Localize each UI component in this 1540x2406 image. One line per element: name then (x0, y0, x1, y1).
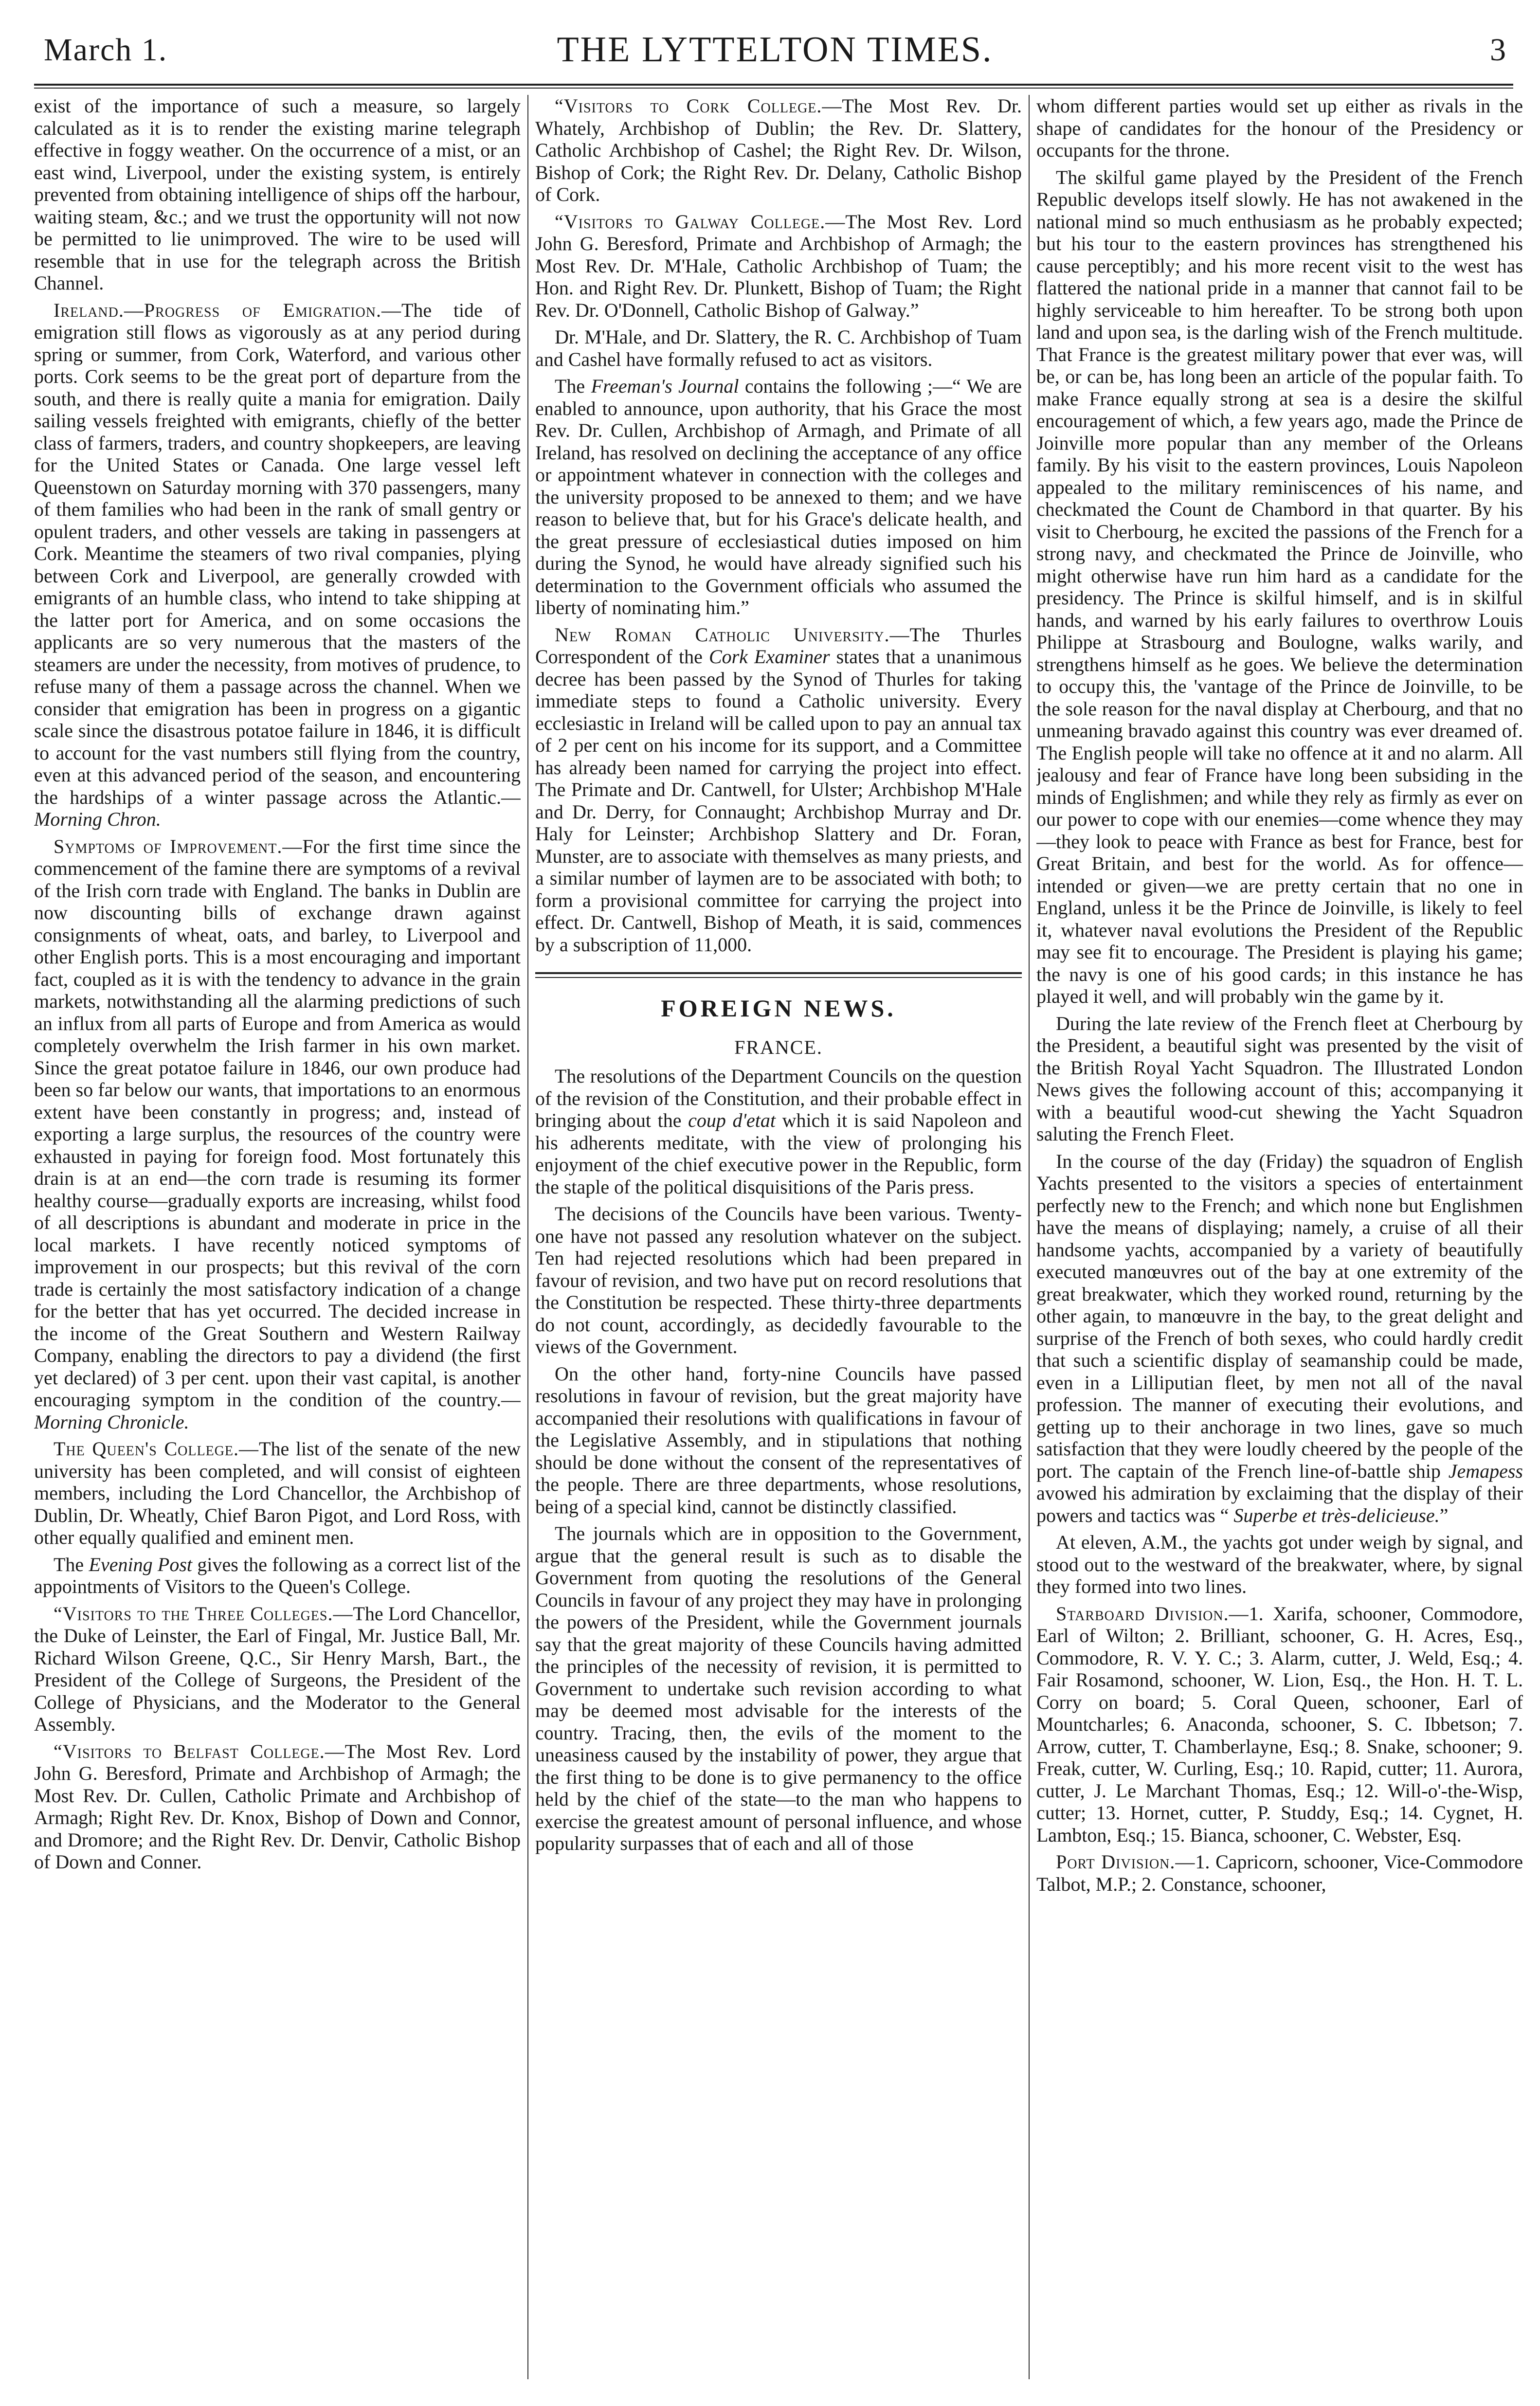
article-paragraph (535, 95, 1022, 206)
article-heading: “Visitors to Cork College.— (555, 95, 842, 117)
quotation-text: Superbe et très-delicieuse. (1233, 1504, 1440, 1526)
column-divider (527, 95, 528, 2379)
article-heading: The Queen's College.— (54, 1438, 259, 1460)
article-heading: “Visitors to Belfast College.— (54, 1740, 345, 1762)
article-text: 1. Capricorn, schooner, Vice-Commodore Talbot, M.P.; 2. Constance, schooner, (1036, 1851, 1523, 1895)
article-paragraph (34, 1554, 521, 1598)
article-text: The Lord Chancellor, the Duke of Leinster, the Earl of Fingal, Mr. Justice Ball, Mr. Richard Wilson Greene, Q.C., Sir Henry Marsh, Bart., the President of the College of Surgeons, the President of the College of Physicians, and the Moderator to the General Assembly. (34, 1602, 521, 1735)
article-text: The list of the senate of the new university has been completed, and will consist of eighteen members, including the Lord Chancellor, the Archbishop of Dublin, Dr. Wheatly, Chief Baron Pigot, and Lord Ross, with other equally qualified and eminent men. (34, 1438, 521, 1548)
article-paragraph (1036, 1603, 1523, 1846)
article-text: The Thurles Correspondent of the (535, 623, 1022, 668)
article-heading: Starboard Division.— (1056, 1602, 1249, 1625)
column-2 (535, 95, 1022, 2379)
ship-name: Jemapess (1448, 1460, 1523, 1482)
newspaper-title: THE LYTTELTON TIMES. (557, 30, 993, 70)
article-heading: Symptoms of Improvement.— (54, 835, 303, 857)
article-text: avowed his admiration by exclaiming that the display of their powers and tactics was “ (1036, 1482, 1523, 1526)
article-paragraph (34, 299, 521, 831)
page-header (44, 29, 1506, 83)
article-paragraph: exist of the importance of such a measure, so largely calculated as it is to render the existing marine telegraph effective in foggy weather. On the occurrence of a mist, or an east wind, Liverpool, under the existing system, is entirely prevented from obtaining intelligence of ships off the harbour, waiting steam, &c.; and we trust the opportunity will not now be permitted to lie unimproved. The wire to be used will resemble that in use for the telegraph across the British Channel. (34, 95, 521, 294)
article-paragraph (535, 211, 1022, 322)
article-paragraph: During the late review of the French fleet at Cherbourg by the President, a beautiful sight was presented by the visit of the British Royal Yacht Squadron. The Illustrated London News gives the following account of this; accompanying it with a beautiful wood-cut shewing the Yacht Squadron saluting the French Fleet. (1036, 1012, 1523, 1145)
article-paragraph: The decisions of the Councils have been various. Twenty-one have not passed any resolution whatever on the subject. Ten had rejected resolutions which had been prepared in favour of revision, and two have put on record resolutions that the Constitution be respected. These thirty-three departments do not count, accordingly, as decidedly favourable to the views of the Government. (535, 1203, 1022, 1357)
article-text: gives the following as a correct list of the appointments of Visitors to the Queen's College. (34, 1553, 521, 1597)
source-credit: Morning Chron. (34, 808, 161, 830)
article-paragraph (535, 1065, 1022, 1198)
article-paragraph: The journals which are in opposition to the Government, argue that the general result is such as to disable the Government from quoting the resolutions of the General Councils in favour of any project they may have in prolonging the powers of the President, while the Government journals say that the great majority of these Councils having admitted the principles of the necessity of revision, it is permitted to Government to undertake such revision according to what may be deemed most advisable for the interests of the country. Tracing, then, the evils of the moment to the uneasiness caused by the instability of power, they argue that the first thing to be done is to give permanency to the office held by the chief of the state—to the man who happens to exercise the greatest amount of personal influence, and whose popularity surpasses that of each and all of those (535, 1522, 1022, 1854)
section-rule (535, 972, 1022, 974)
article-heading: Ireland.—Progress of Emigration.— (54, 299, 401, 321)
column-divider (1029, 95, 1030, 2379)
article-paragraph: Dr. M'Hale, and Dr. Slattery, the R. C. Archbishop of Tuam and Cashel have formally refused to act as visitors. (535, 326, 1022, 370)
article-text: 1. Xarifa, schooner, Commodore, Earl of Wilton; 2. Brilliant, schooner, G. H. Acres, Esq., Commodore, R. V. Y. C.; 3. Alarm, cutter, J. Weld, Esq.; 4. Fair Rosamond, schooner, W. Lion, Esq., the Hon. H. T. L. Corry on board; 5. Coral Queen, schooner, Earl of Mountcharles; 6. Anaconda, schooner, S. C. Ibbetson; 7. Arrow, cutter, T. Chamberlayne, Esq.; 8. Snake, schooner; 9. Freak, cutter, W. Curling, Esq.; 10. Rapid, cutter; 11. Aurora, cutter, J. Le Marchant Thomas, Esq.; 12. Will-o'-the-Wisp, cutter; 13. Hornet, cutter, P. Studdy, Esq.; 14. Cygnet, H. Lambton, Esq.; 15. Bianca, schooner, C. Webster, Esq. (1036, 1602, 1523, 1846)
page-number: 3 (1490, 32, 1506, 68)
article-paragraph: whom different parties would set up either as rivals in the shape of candidates for the honour of the Presidency or occupants for the throne. (1036, 95, 1523, 161)
article-paragraph (535, 624, 1022, 956)
article-paragraph (1036, 1150, 1523, 1527)
article-text: In the course of the day (Friday) the squadron of English Yachts presented to the visitors a species of entertainment perfectly new to the French; and which none but Englishmen have the means of displaying; namely, a cruise of all their handsome yachts, accompanied by a variety of beautifully executed manœuvres out of the bay at one extremity of the great breakwater, which they worked round, returning by the other again, to manœuvre in the bay, to the great delight and surprise of the French of both sexes, who could hardly credit that such a scientific display of seamanship could be made, even in a Lilliputian fleet, by men not all of the naval profession. The manner of executing their evolutions, and getting up to their anchorage in two lines, gave so much satisfaction that they were loudly cheered by the people of the port. The captain of the French line-of-battle ship (1036, 1150, 1523, 1482)
article-paragraph (34, 835, 521, 1433)
article-text: states that a unanimous decree has been passed by the Synod of Thurles for taking immediate steps to found a Catholic university. Every ecclesiastic in Ireland will be called upon to pay an annual tax of 2 per cent on his income for its support, and a Committee has already been named for carrying the project into effect. The Primate and Dr. Cantwell, for Ulster; Archbishop M'Hale and Dr. Derry, for Connaught; Archbishop Murray and Dr. Haly for Leinster; Archbishop Slattery and Dr. Foran, Munster, are to associate with themselves as many priests, and a similar number of laymen are to be associated with both; to form a provisional committee for carrying the project into effect. Dr. Cantwell, Bishop of Meath, it is said, commences by a subscription of 11,000. (535, 646, 1022, 956)
article-paragraph: The skilful game played by the President of the French Republic develops itself slowly. He has not awakened in the national mind so much enthusiasm as he probably expected; but his tour to the eastern provinces has strengthened his cause perceptibly; and his more recent visit to the west has flattered the national pride in a manner that cannot fail to be highly serviceable to him hereafter. To be strong both upon land and upon sea, is the darling wish of the French multitude. That France is the greatest military power that ever was, will be, or can be, has long been an article of the popular faith. To make France equally strong at sea is a desire the skilful encouragement of which, a few years ago, made the Prince de Joinville more popular than any member of the Orleans family. By his visit to the eastern provinces, Louis Napoleon appealed to the military reminiscences of his name, and checkmated the Count de Chambord in that quarter. By his visit to Cherbourg, he excited the passions of the French for a strong navy, and checkmated the Prince de Joinville, who might otherwise have run him hard as a candidate for the presidency. The Prince is skilful himself, and is in skilful hands, and warned by his early failures to overthrow Louis Philippe at Strasbourg and Boulogne, walks warily, and strengthens himself as he goes. We believe the determination to occupy this, the 'vantage of the Prince de Joinville, to be the sole reason for the naval display at Cherbourg, and that no unmeaning bravado against this country was ever dreamed of. The English people will take no offence at it and no alarm. All jealousy and fear of France have long been subsiding in the minds of Englishmen; and while they rely as firmly as ever on our power to cope with our enemies—come whence they may—they look to peace with France as best for France, best for Great Britain, and best for the world. As for offence—intended or given—we are pretty certain that no one in England, unless it be the Prince de Joinville, is likely to feel it, whatever naval evolutions the President of the Republic may see fit to encourage. The President is playing his game; the navy is one of his good cards; in this instance he has played it well, and will probably win the game by it. (1036, 166, 1523, 1007)
issue-date: March 1. (44, 32, 168, 68)
article-heading: New Roman Catholic University.— (555, 623, 910, 646)
header-rule (34, 84, 1513, 86)
publication-name: Cork Examiner (708, 646, 830, 668)
section-rule-thin (535, 977, 1022, 978)
source-credit: Morning Chronicle. (34, 1411, 189, 1433)
article-text: The (555, 375, 591, 397)
article-text: The Most Rev. Lord John G. Beresford, Primate and Archbishop of Armagh; the Most Rev. Dr. M'Hale, Catholic Archbishop of Tuam; the Hon. and Right Rev. Dr. Plunkett, Bishop of Tuam; the Right Rev. Dr. O'Donnell, Catholic Bishop of Galway.” (535, 210, 1022, 321)
article-paragraph: At eleven, A.M., the yachts got under weigh by signal, and stood out to the westward of the breakwater, where, by signal they formed into two lines. (1036, 1531, 1523, 1597)
article-paragraph (34, 1603, 521, 1736)
publication-name: Freeman's Journal (591, 375, 739, 397)
article-text: contains the following ;—“ We are enabled to announce, upon authority, that his Grace the most Rev. Dr. Cullen, Archbishop of Armagh, and Primate of all Ireland, has resolved on declining the acceptance of any office or appointment whatever in connection with the colleges and the university proposed to be annexed to them; and we have reason to believe that, but for his Grace's delicate health, and the great pressure of ecclesiastical duties imposed on him during the Synod, he would have already signified such his determination to the Government officials who assumed the liberty of nominating him.” (535, 375, 1022, 618)
article-text: The Most Rev. Dr. Whately, Archbishop of Dublin; the Rev. Dr. Slattery, Catholic Archbishop of Cashel; the Right Rev. Dr. Wilson, Bishop of Cork; the Right Rev. Dr. Delany, Catholic Bishop of Cork. (535, 95, 1022, 205)
section-heading: FOREIGN NEWS. (661, 995, 896, 1022)
article-paragraph (535, 375, 1022, 619)
article-text: The Most Rev. Lord John G. Beresford, Primate and Archbishop of Armagh; the Most Rev. Dr. Cullen, Catholic Primate and Archbishop of Armagh; Right Rev. Dr. Knox, Bishop of Down and Connor, and Dromore; and the Right Rev. Dr. Denvir, Catholic Bishop of Down and Conner. (34, 1740, 521, 1873)
sub-heading: FRANCE. (734, 1036, 823, 1058)
column-1 (34, 95, 521, 2379)
column-3 (1036, 95, 1523, 2379)
emphasis-text: coup d'etat (688, 1109, 776, 1131)
article-paragraph: On the other hand, forty-nine Councils have passed resolutions in favour of revision, but the great majority have accompanied their resolutions with qualifications in favour of the Legislative Assembly, and in stipulations that nothing should be done without the consent of the representatives of the people. There are three departments, whose resolutions, being of a special kind, cannot be distinctly classified. (535, 1362, 1022, 1518)
article-heading: “Visitors to the Three Colleges.— (54, 1602, 353, 1625)
publication-name: Evening Post (89, 1553, 193, 1575)
article-text: The resolutions of the Department Councils on the question of the revision of the Constitution, and their probable effect in bringing about the (535, 1065, 1022, 1131)
article-text: which it is said Napoleon and his adherents meditate, with the view of prolonging his enjoyment of the chief executive power in the Republic, form the staple of the political disquisitions of the Paris press. (535, 1109, 1022, 1198)
article-text: For the first time since the commencement of the famine there are symptoms of a revival of the Irish corn trade with England. The banks in Dublin are now discounting bills of exchange drawn against consignments of wheat, oats, and barley, to Liverpool and other English ports. This is a most encouraging and important fact, coupled as it is with the tendency to advance in the grain markets, notwithstanding all the alarming predictions of such an influx from all parts of Europe and from America as would completely overwhelm the Irish farmer in his own market. Since the great potatoe failure in 1846, our own produce had been so far below our wants, that importations to an enormous extent have been constantly in progress; and, instead of exporting a large surplus, the resources of the country were exhausted in paying for foreign food. Most fortunately this drain is at an end—the corn trade is resuming its former healthy course—gradually exports are increasing, whilst food of all descriptions is abundant and moderate in price in the local markets. I have recently noticed symptoms of improvement in our prospects; but this revival of the corn trade is certainly the most satisfactory indication of a change for the better that has yet occurred. The decided increase in the income of the Great Southern and Western Railway Company, enabling the directors to pay a dividend (the first yet declared) of 3 per cent. upon their vast capital, is another encouraging symptom in the condition of the country.— (34, 835, 521, 1411)
article-text: ” (1439, 1504, 1449, 1526)
article-paragraph (34, 1740, 521, 1873)
header-rule-thin (34, 88, 1513, 89)
article-heading: Port Division.— (1056, 1851, 1196, 1873)
article-paragraph (1036, 1851, 1523, 1895)
article-paragraph (34, 1438, 521, 1549)
article-heading: “Visitors to Galway College.— (555, 210, 846, 233)
article-text: The tide of emigration still flows as vigorously as at any period during spring or summer, from Cork, Waterford, and various other ports. Cork seems to be the great port of departure from the south, and there is really quite a mania for emigration. Daily sailing vessels freighted with emigrants, chiefly of the better class of farmers, traders, and country shopkeepers, are leaving for the United States or Canada. One large vessel left Queenstown on Saturday morning with 370 passengers, many of them families who had been in the rank of small gentry or opulent traders, and other vessels are taking in passengers at Cork. Meantime the steamers of two rival companies, plying between Cork and Liverpool, are generally crowded with emigrants of an humble class, who intend to take shipping at the latter port for America, and on some occasions the applicants are so very numerous that the masters of the steamers are under the necessity, from motives of prudence, to refuse many of them a passage across the channel. When we consider that emigration has been in progress on a gigantic scale since the disastrous potatoe failure in 1846, it is difficult to account for the vast numbers still flying from the country, even at this advanced period of the season, and encountering the hardships of a winter passage across the Atlantic.— (34, 299, 521, 808)
article-text: The (54, 1553, 89, 1575)
